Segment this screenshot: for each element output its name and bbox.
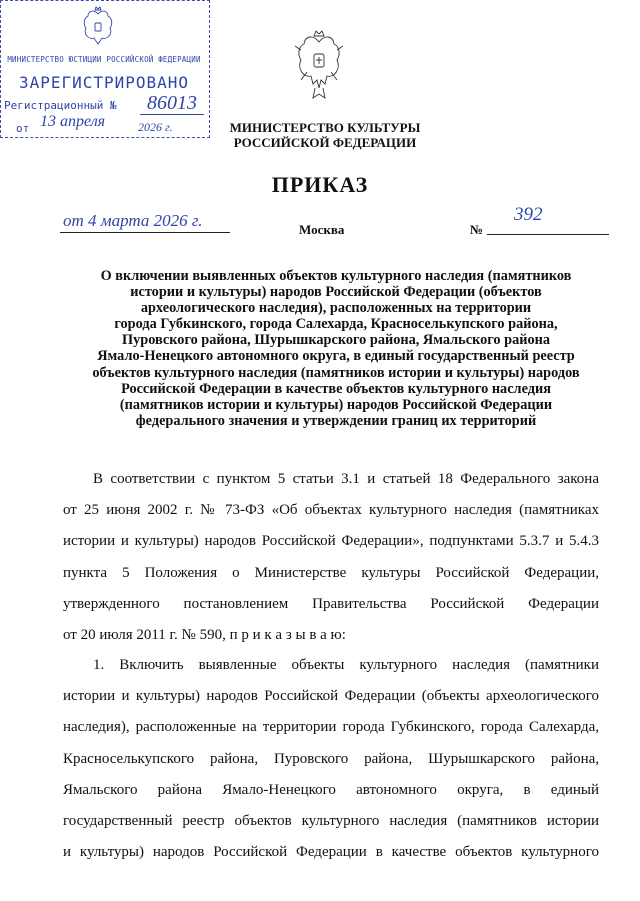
paragraph-line: утвержденного постановлением Правительства Российской Федерации (63, 595, 599, 612)
order-heading (60, 268, 612, 429)
paragraph-line: от 20 июля 2011 г. № 590, п р и к а з ы в а ю: (63, 627, 346, 644)
paragraph-line: пункта 5 Положения о Министерстве культуры Российской Федерации, (63, 564, 599, 581)
ministry-line-2: РОССИЙСКОЙ ФЕДЕРАЦИИ (233, 135, 417, 150)
paragraph-line: Красноселькупского района, Пуровского района, Шурышкарского района, (63, 750, 599, 767)
stamp-org: МИНИСТЕРСТВО ЮСТИЦИИ РОССИЙСКОЙ ФЕДЕРАЦИИ (7, 55, 201, 64)
registration-stamp (0, 0, 210, 138)
order-date: от 4 марта 2026 г. (63, 211, 203, 230)
coat-of-arms-emblem (293, 28, 345, 106)
paragraph-line: истории и культуры) народов Российской Федерации», подпунктами 5.3.7 и 5.4.3 (63, 533, 599, 550)
heading-line: археологического наследия), расположенных на территории (140, 300, 532, 317)
stamp-emblem-icon (80, 6, 116, 46)
heading-line: Ямало-Ненецкого автономного округа, в единый государственный реестр (97, 348, 575, 365)
paragraph-line: и культуры) народов Российской Федерации в качестве объектов культурного (63, 844, 599, 861)
stamp-year: 2026 г. (138, 120, 173, 134)
ministry-name (210, 120, 440, 150)
heading-line: О включении выявленных объектов культурного наследия (памятников (100, 268, 572, 284)
heading-line: (памятников истории и культуры) народов Российской Федерации (119, 396, 553, 413)
paragraph-line: Ямальского района Ямало-Ненецкого автономного округа, в единый (63, 781, 599, 798)
number-underline (487, 234, 609, 235)
paragraph-line: В соответствии с пунктом 5 статьи 3.1 и статьей 18 Федерального закона (93, 471, 599, 487)
heading-line: города Губкинского, города Салехарда, Красноселькупского района, (114, 316, 558, 333)
ministry-line-1: МИНИСТЕРСТВО КУЛЬТУРЫ (229, 120, 421, 135)
paragraph-line: государственный реестр объектов культурного наследия (памятников истории (63, 813, 599, 830)
paragraph-line: наследия), расположенные на территории города Губкинского, города Салехарда, (63, 719, 599, 736)
stamp-reg-number: 86013 (147, 92, 197, 114)
heading-line: истории и культуры) народов Российской Федерации (объектов (130, 284, 542, 301)
paragraph-line: истории и культуры) народов Российской Федерации (объекты археологического (63, 688, 599, 705)
heading-line: Пуровского района, Шурышкарского района, Ямальского района (122, 332, 550, 349)
stamp-status: ЗАРЕГИСТРИРОВАНО (18, 73, 190, 92)
preamble-paragraph (63, 464, 599, 651)
heading-line: Российской Федерации в качестве объектов культурного наследия (121, 380, 551, 397)
item-1-paragraph (63, 650, 599, 868)
paragraph-line: от 25 июня 2002 г. № 73-ФЗ «Об объектах культурного наследия (памятниках (63, 502, 599, 519)
document-title: ПРИКАЗ (271, 172, 369, 197)
stamp-from-label: от (16, 122, 30, 135)
stamp-reg-label: Регистрационный № (4, 99, 117, 112)
paragraph-line: 1. Включить выявленные объекты культурного наследия (памятники (93, 657, 599, 673)
heading-line: федерального значения и утверждении границ их территорий (135, 412, 537, 429)
stamp-number-underline (140, 114, 204, 115)
date-underline (60, 232, 230, 233)
number-label: № (470, 222, 484, 237)
city: Москва (299, 222, 345, 237)
heading-line: объектов культурного наследия (памятников истории и культуры) народов (92, 364, 580, 381)
order-number: 392 (514, 204, 543, 225)
stamp-date: 13 апреля (40, 113, 106, 130)
